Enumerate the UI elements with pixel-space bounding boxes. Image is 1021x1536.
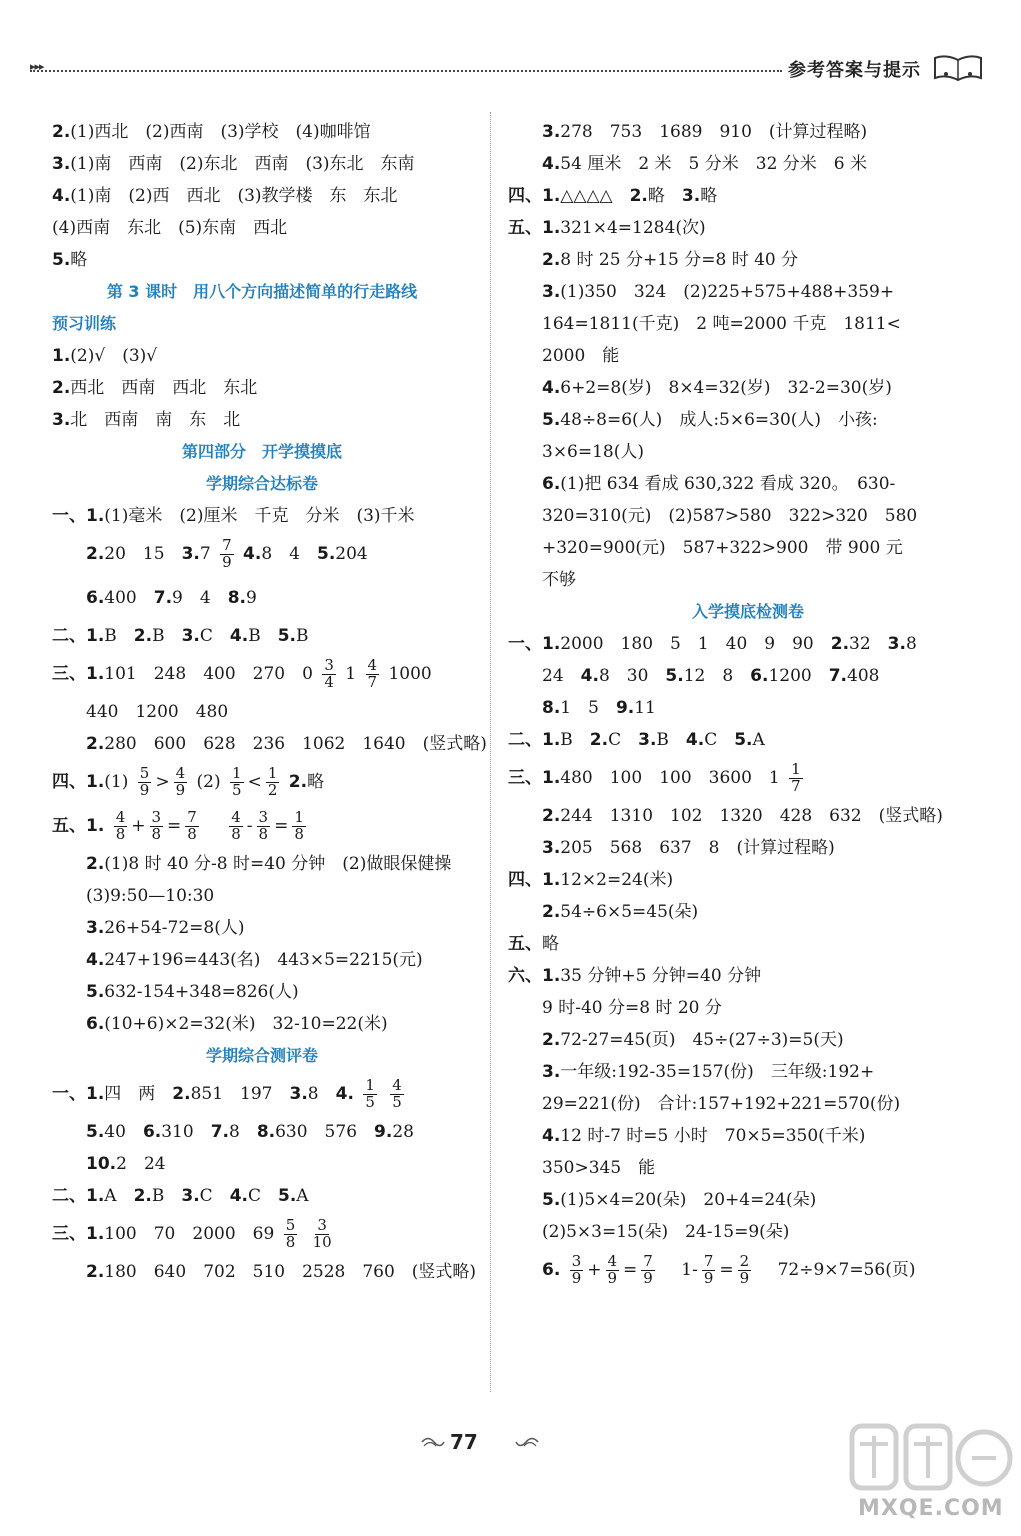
fraction: $\frac{3}{10}$	[312, 1216, 332, 1251]
left-column	[52, 116, 487, 1288]
answer-line: 二、1.B 2.B 3.C 4.B 5.B	[52, 626, 309, 646]
answer-line: 6.(10+6)×2=32(米) 32-10=22(米)	[86, 1014, 388, 1034]
answer-line: 不够	[542, 570, 576, 590]
answer-line: 一、1.四 两 2.851 197 3.8 4. $\frac{1}{5}$ $\frac{4}{5}$	[52, 1076, 402, 1111]
answer-line: 五、1. $\frac{4}{8}$ + $\frac{3}{8}$ = $\frac{7}{8}$ $\frac{4}{8}$ - $\frac{3}{8}$ = $\frac{1}{8}$	[52, 808, 304, 843]
answer-line: 一、1.(1)毫米 (2)厘米 千克 分米 (3)千米	[52, 506, 415, 526]
right-column	[508, 116, 988, 1292]
answer-line: 320=310(元) (2)587>580 322>320 580	[542, 506, 918, 526]
answer-line: 3.278 753 1689 910 (计算过程略)	[542, 122, 868, 142]
answer-line: 2.8 时 25 分+15 分=8 时 40 分	[542, 250, 799, 270]
exam-heading: 学期综合达标卷	[205, 474, 318, 493]
page-ornament-left-icon	[420, 1434, 446, 1450]
answer-line: 2.244 1310 102 1320 428 632 (竖式略)	[542, 806, 943, 826]
answer-line: 五、1.321×4=1284(次)	[508, 218, 706, 238]
answer-line: 6.400 7.9 4 8.9	[86, 588, 257, 608]
answer-line: 2000 能	[542, 346, 620, 366]
preview-heading: 预习训练	[52, 314, 117, 333]
answer-line: +320=900(元) 587+322>900 带 900 元	[542, 538, 903, 558]
answer-line: 4.247+196=443(名) 443×5=2215(元)	[86, 950, 423, 970]
fraction: $\frac{1}{2}$	[267, 764, 278, 799]
answer-line: 3.(1)南 西南 (2)东北 西南 (3)东北 东南	[52, 154, 415, 174]
answer-line: 二、1.B 2.C 3.B 4.C 5.A	[508, 730, 765, 750]
answer-line: 六、1.35 分钟+5 分钟=40 分钟	[508, 966, 762, 986]
fraction: $\frac{4}{7}$	[367, 656, 378, 691]
fraction: $\frac{7}{9}$	[222, 536, 232, 571]
answer-line: 5.48÷8=6(人) 成人:5×6=30(人) 小孩:	[542, 410, 878, 430]
page-number: 77	[450, 1430, 478, 1454]
header-title: 参考答案与提示	[788, 60, 921, 81]
answer-line: 1.(2)√ (3)√	[52, 346, 158, 366]
answer-line: 2.54÷6×5=45(朵)	[542, 902, 699, 922]
fraction: $\frac{1}{7}$	[791, 760, 801, 795]
answer-line: 四、1.△△△△ 2.略 3.略	[508, 186, 718, 206]
fraction: $\frac{4}{9}$	[607, 1252, 618, 1287]
answer-line: 3.205 568 637 8 (计算过程略)	[542, 838, 835, 858]
fraction: $\frac{3}{9}$	[571, 1252, 582, 1287]
fraction: $\frac{4}{8}$	[231, 808, 241, 843]
answer-line: 二、1.A 2.B 3.C 4.C 5.A	[52, 1186, 309, 1206]
answer-line: 4.(1)南 (2)西 西北 (3)教学楼 东 东北	[52, 186, 398, 206]
header-arrows: ▸▸▸	[30, 60, 44, 73]
answer-line: 四、1.(1) $\frac{5}{9}$ > $\frac{4}{9}$ (2) $\frac{1}{5}$ < $\frac{1}{2}$ 2.略	[52, 764, 325, 799]
answer-line: 440 1200 480	[86, 702, 229, 722]
fraction: $\frac{5}{9}$	[139, 764, 150, 799]
answer-line: 9 时-40 分=8 时 20 分	[542, 998, 722, 1018]
answer-line: 8.1 5 9.11	[542, 698, 656, 718]
answer-line: 3.(1)350 324 (2)225+575+488+359+	[542, 282, 895, 302]
answer-line: 三、1.101 248 400 270 0 $\frac{3}{4}$ 1 $\frac{4}{7}$ 1000	[52, 656, 432, 691]
answer-line: 350>345 能	[542, 1158, 656, 1178]
answer-line: 5.40 6.310 7.8 8.630 576 9.28	[86, 1122, 414, 1142]
fraction: $\frac{3}{8}$	[151, 808, 162, 843]
fraction: $\frac{4}{9}$	[175, 764, 186, 799]
answer-line: 2.(1)8 时 40 分-8 时=40 分钟 (2)做眼保健操	[86, 854, 452, 874]
fraction: $\frac{2}{9}$	[739, 1252, 750, 1287]
answer-line: 5.632-154+348=826(人)	[86, 982, 299, 1002]
fraction: $\frac{1}{8}$	[294, 808, 304, 843]
fraction: $\frac{4}{5}$	[392, 1076, 402, 1111]
answer-line: 4.6+2=8(岁) 8×4=32(岁) 32-2=30(岁)	[542, 378, 892, 398]
answer-line: 3.一年级:192-35=157(份) 三年级:192+	[542, 1062, 875, 1082]
answer-line: 4.12 时-7 时=5 小时 70×5=350(千米)	[542, 1126, 866, 1146]
answer-line: 四、1.12×2=24(米)	[508, 870, 674, 890]
answer-line: 五、略	[508, 934, 559, 954]
fraction: $\frac{1}{5}$	[365, 1076, 375, 1111]
answer-line: 10.2 24	[86, 1154, 166, 1174]
answer-line: 一、1.2000 180 5 1 40 9 90 2.32 3.8	[508, 634, 917, 654]
answer-line: 2.西北 西南 西北 东北	[52, 378, 258, 398]
answer-line: 2.280 600 628 236 1062 1640 (竖式略)	[86, 734, 487, 754]
open-book-icon	[932, 52, 984, 82]
lesson-heading: 第 3 课时 用八个方向描述简单的行走路线	[106, 282, 418, 301]
exam-heading: 入学摸底检测卷	[691, 602, 804, 621]
answer-line: 29=221(份) 合计:157+192+221=570(份)	[542, 1094, 901, 1114]
fraction: $\frac{5}{8}$	[285, 1216, 296, 1251]
answer-line: 5.(1)5×4=20(朵) 20+4=24(朵)	[542, 1190, 817, 1210]
answer-line: 3×6=18(人)	[542, 442, 645, 462]
fraction: $\frac{3}{8}$	[258, 808, 269, 843]
part-heading: 第四部分 开学摸摸底	[181, 442, 342, 461]
answer-line: 24 4.8 30 5.12 8 6.1200 7.408	[542, 666, 880, 686]
answer-line: 2.72-27=45(页) 45÷(27÷3)=5(天)	[542, 1030, 844, 1050]
fraction: $\frac{1}{5}$	[232, 764, 242, 799]
answer-line: (4)西南 东北 (5)东南 西北	[52, 218, 288, 238]
answer-line: 2.180 640 702 510 2528 760 (竖式略)	[86, 1262, 477, 1282]
column-divider	[490, 112, 491, 1392]
fraction: $\frac{7}{9}$	[703, 1252, 714, 1287]
answer-line: 5.略	[52, 250, 88, 270]
answer-line: 2.20 15 3.7 $\frac{7}{9}$ 4.8 4 5.204	[86, 536, 368, 571]
page-ornament-right-icon	[514, 1434, 540, 1450]
fraction: $\frac{4}{8}$	[115, 808, 126, 843]
answer-line: (2)5×3=15(朵) 24-15=9(朵)	[542, 1222, 790, 1242]
header-dotted-rule	[30, 70, 782, 72]
answer-line: 6.(1)把 634 看成 630,322 看成 320。 630-	[542, 474, 896, 494]
answer-line: 6. $\frac{3}{9}$ + $\frac{4}{9}$ = $\frac{7}{9}$ 1- $\frac{7}{9}$ = $\frac{2}{9}$ 72÷9×7=56(页)	[542, 1252, 916, 1287]
answer-line: 164=1811(千克) 2 吨=2000 千克 1811<	[542, 314, 901, 334]
answer-line: 3.26+54-72=8(人)	[86, 918, 245, 938]
answer-line: 三、1.100 70 2000 69 $\frac{5}{8}$ $\frac{3}{10}$	[52, 1216, 332, 1251]
fraction: $\frac{7}{8}$	[187, 808, 197, 843]
answer-line: (3)9:50—10:30	[86, 886, 215, 906]
fraction: $\frac{7}{9}$	[643, 1252, 653, 1287]
exam-heading: 学期综合测评卷	[205, 1046, 318, 1065]
answer-line: 三、1.480 100 100 3600 1 $\frac{1}{7}$	[508, 760, 801, 795]
answer-line: 2.(1)西北 (2)西南 (3)学校 (4)咖啡馆	[52, 122, 371, 142]
watermark-text: MXQE.COM	[858, 1496, 1004, 1521]
fraction: $\frac{3}{4}$	[324, 656, 334, 691]
answer-line: 4.54 厘米 2 米 5 分米 32 分米 6 米	[542, 154, 868, 174]
answer-line: 3.北 西南 南 东 北	[52, 410, 241, 430]
